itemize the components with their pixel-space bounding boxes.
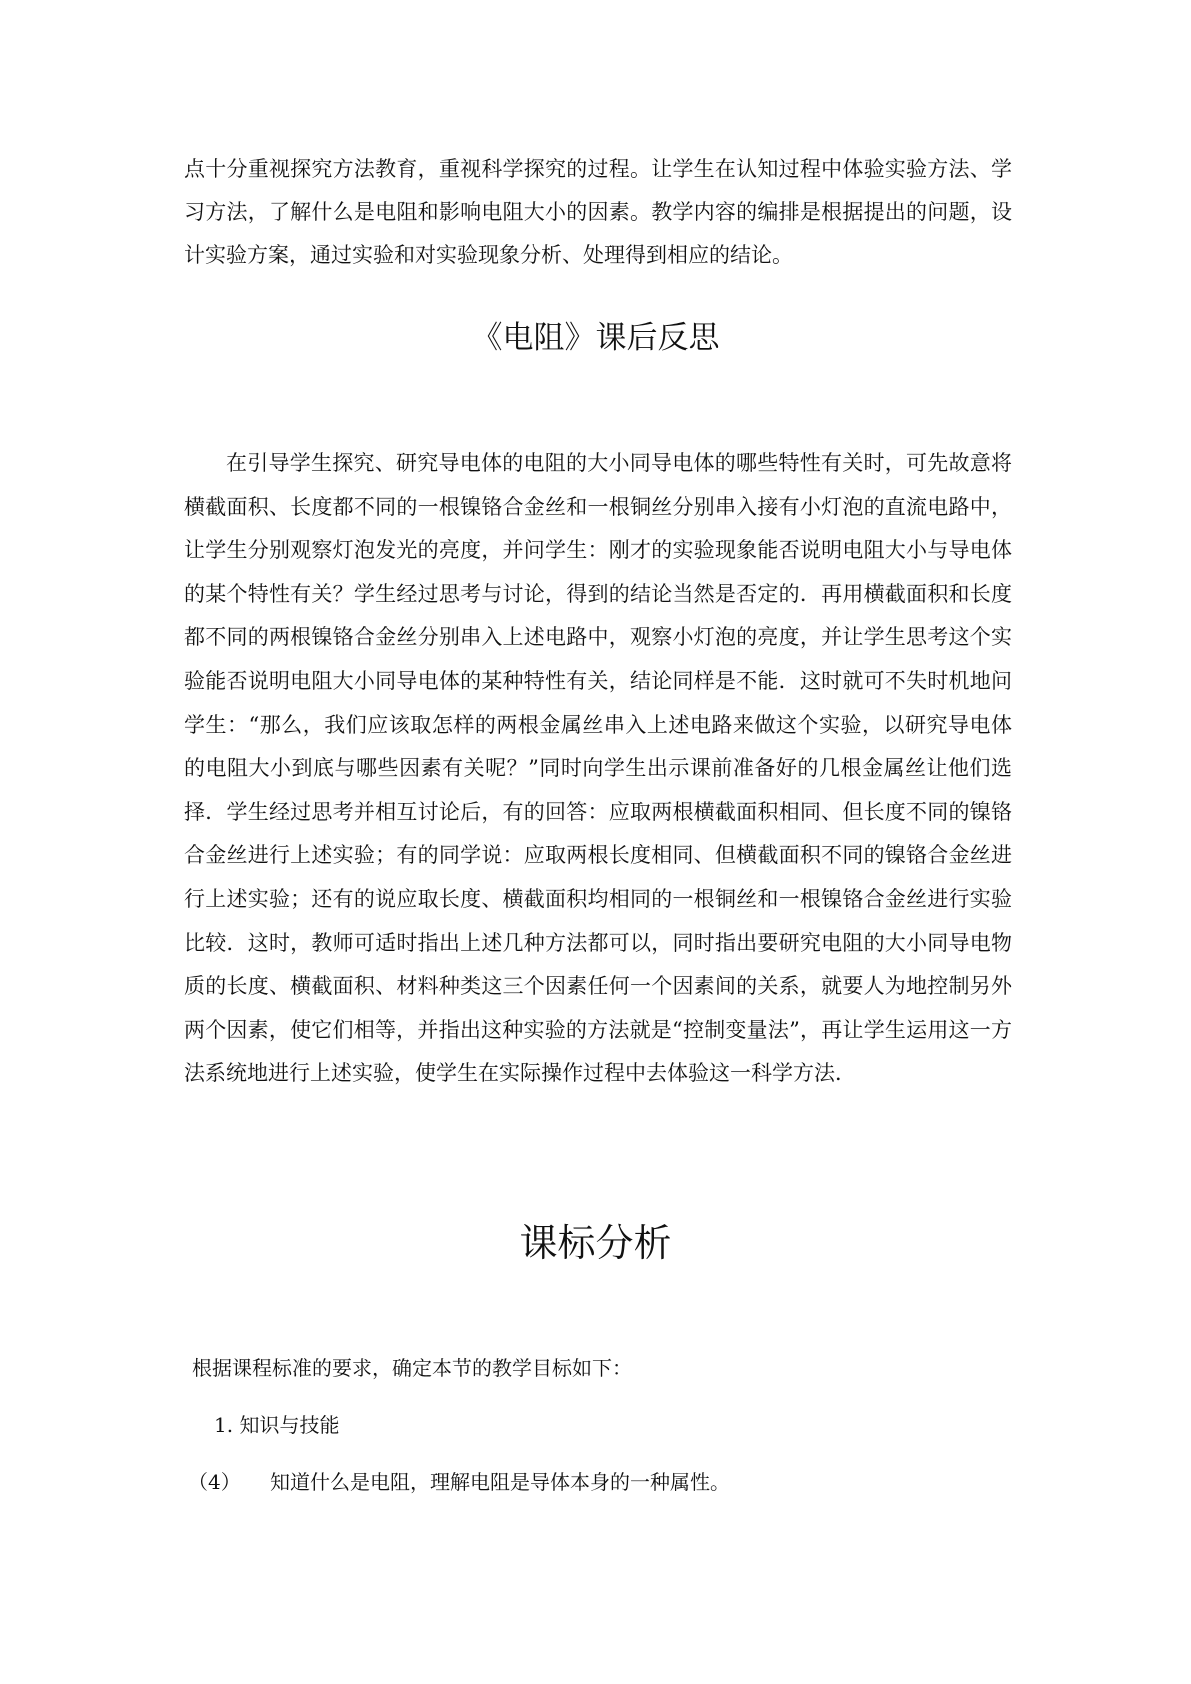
subsection-knowledge-skills: 1. 知识与技能 [214,1413,340,1437]
objective-item-text: 知道什么是电阻，理解电阻是导体本身的一种属性。 [270,1470,730,1494]
intro-paragraph: 点十分重视探究方法教育，重视科学探究的过程。让学生在认知过程中体验实验方法、学习方法，了解什么是电阻和影响电阻大小的因素。教学内容的编排是根据提出的问题，设计实验方案，通过实验和对实验现象分析、处理得到相应的结论。 [184,157,1012,267]
objective-item-marker: （4） [188,1470,241,1494]
reflection-paragraph: 在引导学生探究、研究导电体的电阻的大小同导电体的哪些特性有关时，可先故意将横截面积、长度都不同的一根镍铬合金丝和一根铜丝分别串入接有小灯泡的直流电路中，让学生分别观察灯泡发光的亮度，并问学生：刚才的实验现象能否说明电阻大小与导电体的某个特性有关？学生经过思考与讨论，得到的结论当然是否定的．再用横截面积和长度都不同的两根镍铬合金丝分别串入上述电路中，观察小灯泡的亮度，并让学生思考这个实验能否说明电阻大小同导电体的某种特性有关，结论同样是不能．这时就可不失时机地问学生：“那么，我们应该取怎样的两根金属丝串入上述电路来做这个实验，以研究导电体的电阻大小到底与哪些因素有关呢？”同时向学生出示课前准备好的几根金属丝让他们选择．学生经过思考并相互讨论后，有的回答：应取两根横截面积相同、但长度不同的镍铬合金丝进行上述实验；有的同学说：应取两根长度相同、但横截面积不同的镍铬合金丝进行上述实验；还有的说应取长度、横截面积均相同的一根铜丝和一根镍铬合金丝进行实验比较．这时，教师可适时指出上述几种方法都可以，同时指出要研究电阻的大小同导电物质的长度、横截面积、材料种类这三个因素任何一个因素间的关系，就要人为地控制另外两个因素，使它们相等，并指出这种实验的方法就是“控制变量法”，再让学生运用这一方法系统地进行上述实验，使学生在实际操作过程中去体验这一科学方法． [184,451,1012,1086]
reflection-title: 《电阻》课后反思 [471,320,720,356]
objective-item [188,1467,730,1497]
curriculum-analysis-title: 课标分析 [519,1221,672,1265]
curriculum-intro: 根据课程标准的要求，确定本节的教学目标如下： [192,1356,632,1380]
